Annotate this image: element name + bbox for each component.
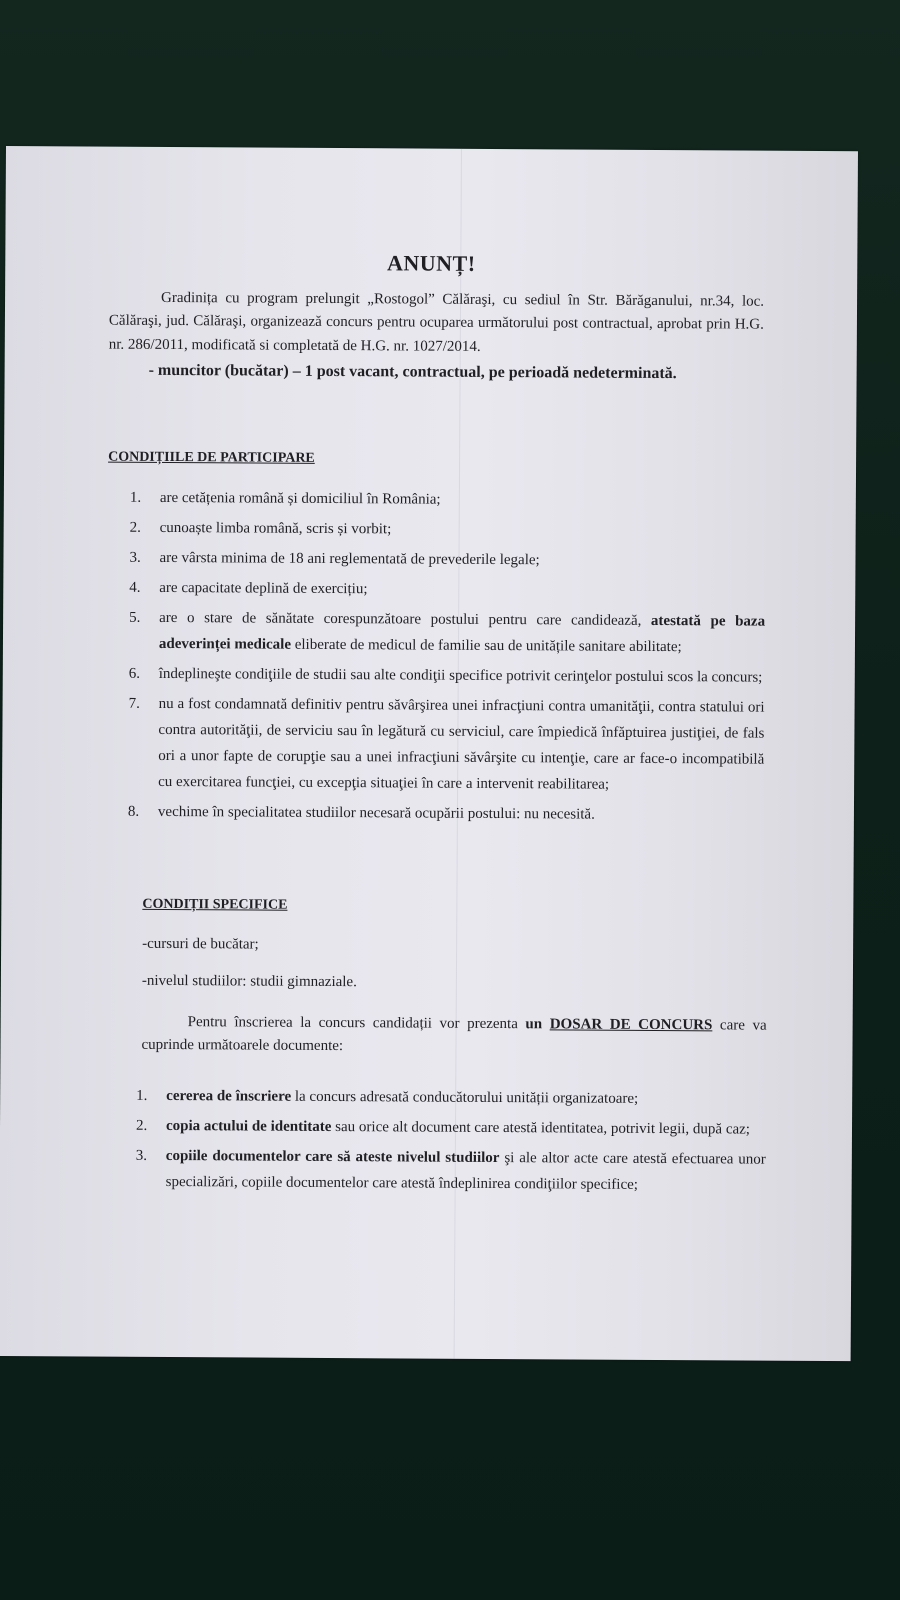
list-item: 6. îndeplineşte condiţiile de studii sau alte condiţii specifice potrivit cerinţelor postului scos la concurs; xyxy=(128,665,763,686)
specific-conditions-heading: CONDIȚII SPECIFICE xyxy=(142,896,288,913)
conditions-heading: CONDIȚIILE DE PARTICIPARE xyxy=(108,449,315,466)
list-item: 2. cunoaște limba română, scris și vorbit; xyxy=(129,519,392,538)
specific-condition-item: -cursuri de bucătar; xyxy=(142,935,259,953)
list-item: 1. are cetățenia română și domiciliul în România; xyxy=(129,489,441,508)
post-description: - muncitor (bucătar) – 1 post vacant, contractual, pe perioadă nedeterminată. xyxy=(148,361,677,383)
intro-paragraph: Gradinița cu program prelungit „Rostogol” Călăraşi, cu sediul în Str. Bărăganului, nr.34, loc. Călăraşi, jud. Călăraşi, organizează concurs pentru ocuparea următorului post contractual, aprobat prin H.G. nr. 286/2011, modificată si completată de H.G. nr. 1027/2014. xyxy=(108,289,765,355)
list-item: 3. copiile documentelor care să ateste nivelul studiilor şi ale altor acte care atestă efectuarea unor specializări, copiile documentelor care atestă îndeplinirea condiţiilor specifice; xyxy=(135,1147,766,1193)
announcement-paper xyxy=(0,146,858,1361)
announcement-title: ANUNȚ! xyxy=(386,250,476,276)
list-item: 7. nu a fost condamnată definitiv pentru săvârşirea unei infracţiuni contra umanităţii, contra statului ori contra autorităţii, de serviciu sau în legătură cu serviciul, care împiedică înfăptuirea justiţiei, de fals ori a unor fapte de corupţie sau a unei infracţiuni săvârşite cu intenţie, care ar face-o incompatibilă cu exercitarea funcţiei, cu excepţia situaţiei în care a intervenit reabilitarea; xyxy=(128,695,765,793)
documents-list xyxy=(136,1083,767,1203)
list-item: 2. copia actului de identitate sau orice alt document care atestă identitatea, potrivit legii, după caz; xyxy=(135,1117,751,1138)
list-item: 8. vechime în specialitatea studiilor necesară ocupării postului: nu necesită. xyxy=(127,803,595,823)
specific-condition-item: -nivelul studiilor: studii gimnaziale. xyxy=(141,972,357,991)
list-item: 5. are o stare de sănătate corespunzătoare postului pentru care candidează, atestată pe baza adeverinței medicale eliberate de medicul de familie sau de unitățile sanitare abilitate; xyxy=(129,609,766,656)
list-item: 4. are capacitate deplină de exercițiu; xyxy=(129,579,368,598)
list-item: 3. are vârsta minima de 18 ani reglementată de prevederile legale; xyxy=(129,549,540,569)
dosar-paragraph: Pentru înscrierea la concurs candidații vor prezenta un DOSAR DE CONCURS care va cuprinde următoarele documente: xyxy=(141,1014,767,1055)
conditions-list xyxy=(128,485,766,833)
list-item: 1. cererea de înscriere la concurs adresată conducătorului unității organizatoare; xyxy=(136,1087,639,1107)
